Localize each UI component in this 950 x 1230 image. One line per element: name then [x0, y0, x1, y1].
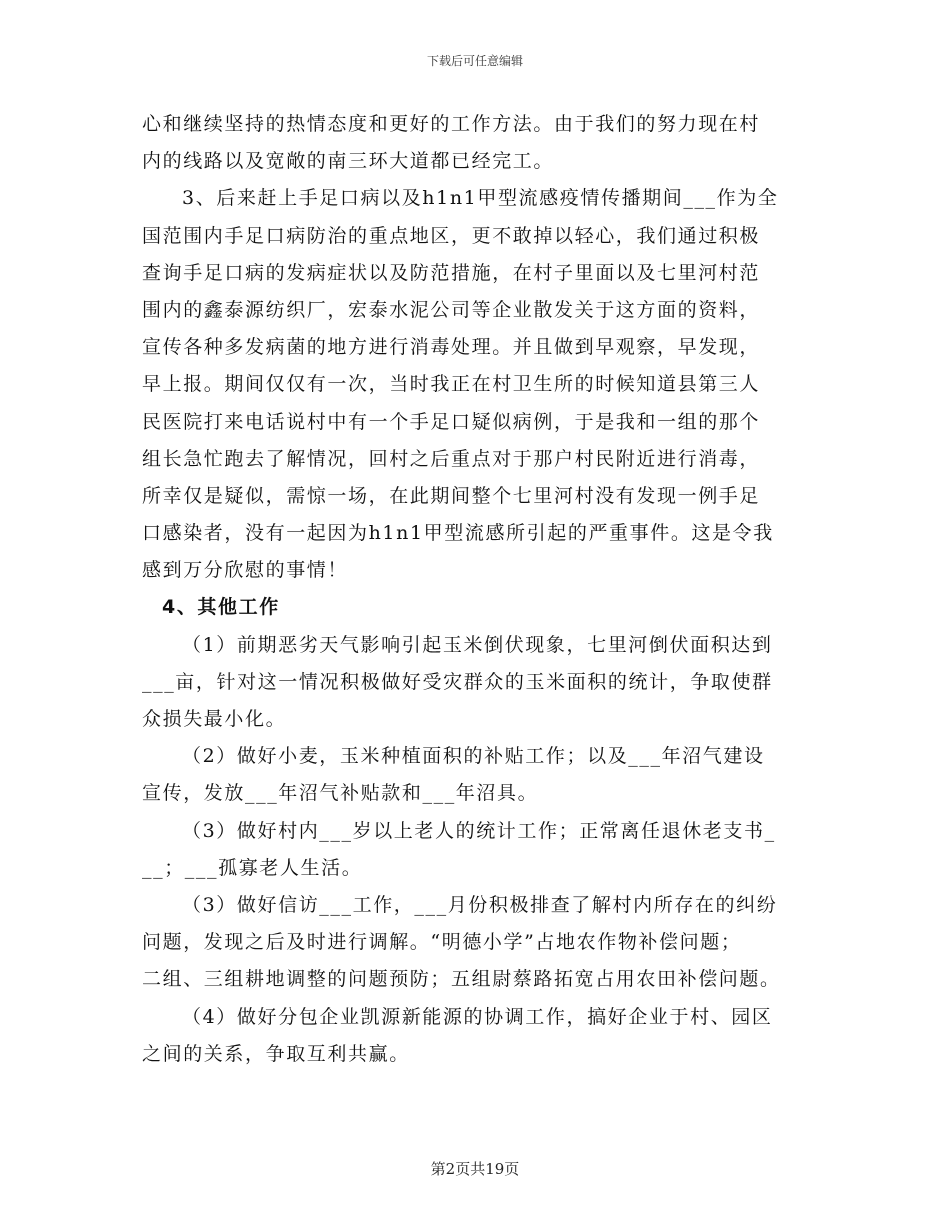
paragraph-line: 心和继续坚持的热情态度和更好的工作方法。由于我们的努力现在村 — [142, 113, 761, 135]
paragraph-line: 所幸仅是疑似，需惊一场，在此期间整个七里河村没有发现一例手足 — [142, 484, 761, 507]
paragraph-line: 国范围内手足口病防治的重点地区，更不敢掉以轻心，我们通过积极 — [142, 224, 761, 247]
paragraph-line: 二组、三组耕地调整的问题预防；五组尉蔡路拓宽占用农田补偿问题。 — [142, 968, 781, 991]
paragraph-line: 查询手足口病的发病症状以及防范措施，在村子里面以及七里河村范 — [142, 261, 761, 284]
document-body — [142, 106, 810, 1073]
paragraph-line: 之间的关系，争取互利共赢。 — [142, 1042, 410, 1065]
paragraph-line: 内的线路以及宽敞的南三环大道都已经完工。 — [142, 150, 555, 173]
page-footer: 第2页共19页 — [430, 1160, 520, 1178]
paragraph-line: （1）前期恶劣天气影响引起玉米倒伏现象，七里河倒伏面积达到 — [182, 633, 773, 656]
paragraph-line: 民医院打来电话说村中有一个手足口疑似病例，于是我和一组的那个 — [142, 410, 761, 433]
paragraph-line: 问题，发现之后及时进行调解。“明德小学”占地农作物补偿问题； — [142, 931, 742, 954]
paragraph-line: 宣传各种多发病菌的地方进行消毒处理。并且做到早观察，早发现， — [142, 336, 761, 359]
paragraph-line: 宣传，发放___年沼气补贴款和___年沼具。 — [142, 782, 539, 805]
paragraph-line: 众损失最小化。 — [142, 708, 287, 730]
paragraph-line: 组长急忙跑去了解情况，回村之后重点对于那户村民附近进行消毒， — [142, 447, 761, 470]
paragraph-line: （3）做好村内___岁以上老人的统计工作；正常离任退休老支书_ — [182, 819, 776, 842]
paragraph-line: 早上报。期间仅仅有一次，当时我正在村卫生所的时候知道县第三人 — [142, 373, 761, 396]
paragraph-line: （3）做好信访___工作，___月份积极排查了解村内所存在的纠纷 — [182, 893, 778, 916]
paragraph-line: 口感染者，没有一起因为h1n1甲型流感所引起的严重事件。这是令我 — [142, 522, 774, 545]
section-heading: 4、其他工作 — [162, 596, 280, 619]
paragraph-line: （2）做好小麦，玉米种植面积的补贴工作；以及___年沼气建设 — [182, 745, 765, 768]
paragraph-line: __；___孤寡老人生活。 — [142, 856, 363, 879]
paragraph-line: 3、后来赶上手足口病以及h1n1甲型流感疫情传播期间___作为全 — [182, 187, 779, 210]
paragraph-line: （4）做好分包企业凯源新能源的协调工作，搞好企业于村、园区 — [182, 1005, 773, 1028]
paragraph-line: ___亩，针对这一情况积极做好受灾群众的玉米面积的统计，争取使群 — [142, 670, 773, 693]
page-header: 下载后可任意编辑 — [426, 54, 523, 68]
paragraph-line: 围内的鑫泰源纺织厂，宏泰水泥公司等企业散发关于这方面的资料， — [142, 298, 761, 321]
paragraph-line: 感到万分欣慰的事情！ — [142, 559, 349, 582]
